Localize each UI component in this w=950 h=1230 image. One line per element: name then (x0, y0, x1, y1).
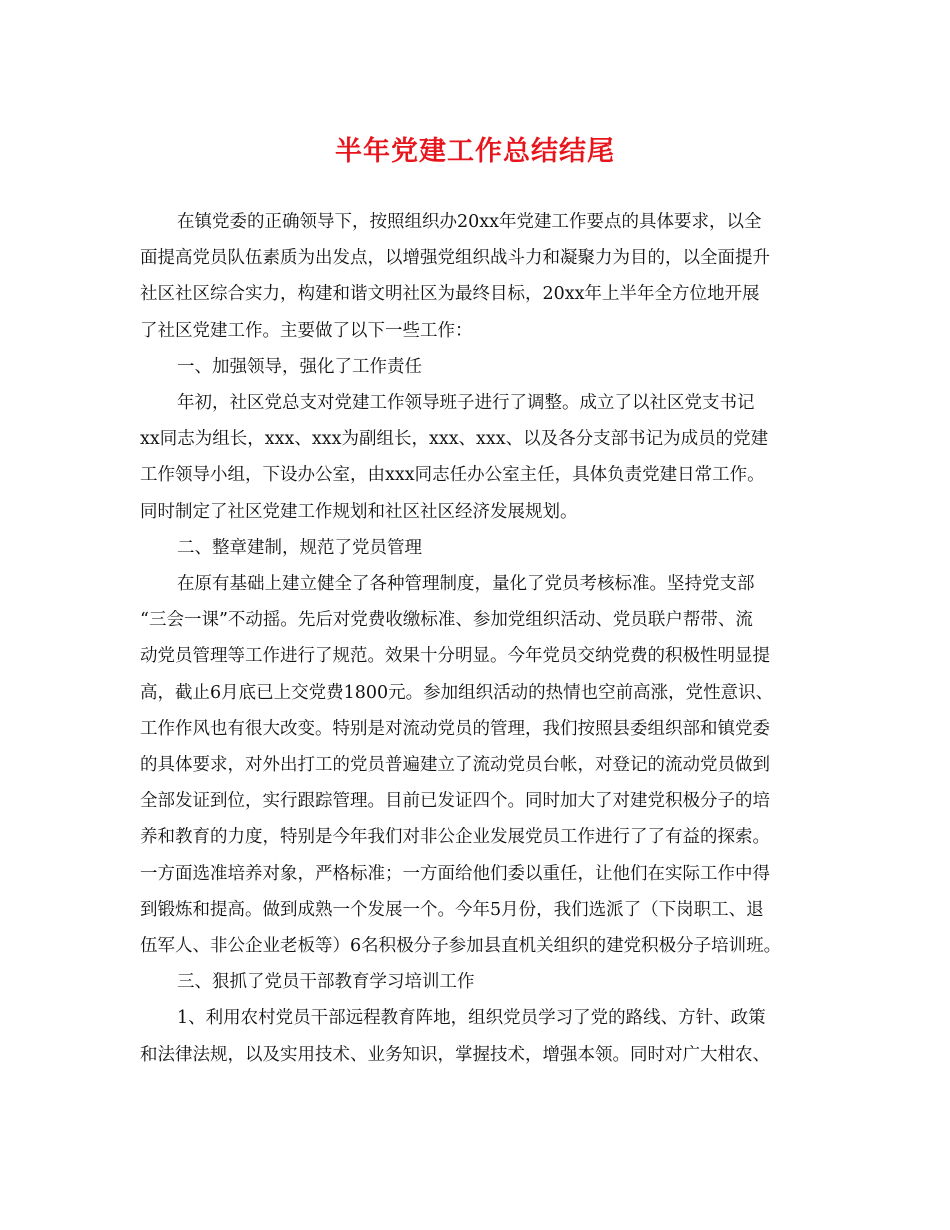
paragraph-line: 的具体要求，对外出打工的党员普遍建立了流动党员台帐，对登记的流动党员做到 (140, 755, 770, 776)
paragraph-line: xx同志为组长，xxx、xxx为副组长，xxx、xxx、以及各分支部书记为成员的党建 (140, 429, 769, 450)
document-title: 半年党建工作总结结尾 (335, 136, 615, 167)
paragraph (140, 566, 820, 964)
paragraph-line: 面提高党员队伍素质为出发点，以增强党组织战斗力和凝聚力为目的，以全面提升 (140, 248, 770, 269)
paragraph (140, 964, 820, 1000)
paragraph-line: 动党员管理等工作进行了规范。效果十分明显。今年党员交纳党费的积极性明显提 (140, 646, 770, 667)
paragraph (140, 349, 820, 385)
paragraph-line: 高，截止6月底已上交党费1800元。参加组织活动的热情也空前高涨，党性意识、 (140, 682, 774, 703)
paragraph-line: 养和教育的力度，特别是今年我们对非公企业发展党员工作进行了了有益的探索。 (140, 827, 770, 848)
paragraph-line: 年初，社区党总支对党建工作领导班子进行了调整。成立了以社区党支书记 (177, 393, 755, 414)
paragraph-line: 在原有基础上建立健全了各种管理制度，量化了党员考核标准。坚持党支部 (177, 574, 755, 595)
paragraph (140, 204, 820, 349)
paragraph-line: 到锻炼和提高。做到成熟一个发展一个。今年5月份，我们选派了（下岗职工、退 (140, 899, 764, 920)
paragraph (140, 530, 820, 566)
document-body (140, 204, 820, 1073)
paragraph-line: 同时制定了社区党建工作规划和社区社区经济发展规划。 (140, 501, 578, 522)
paragraph-line: 一、加强领导，强化了工作责任 (177, 356, 422, 377)
paragraph-line: 在镇党委的正确领导下，按照组织办20xx年党建工作要点的具体要求，以全 (177, 212, 762, 232)
paragraph-line: 伍军人、非公企业老板等）6名积极分子参加县直机关组织的建党积极分子培训班。 (140, 936, 782, 957)
paragraph-line: 社区社区综合实力，构建和谐文明社区为最终目标，20xx年上半年全方位地开展 (140, 284, 760, 305)
paragraph-line: “三会一课”不动摇。先后对党费收缴标准、参加党组织活动、党员联户帮带、流 (140, 610, 753, 631)
paragraph-line: 工作领导小组，下设办公室，由xxx同志任办公室主任，具体负责党建日常工作。 (140, 465, 765, 486)
paragraph-line: 1、利用农村党员干部远程教育阵地，组织党员学习了党的路线、方针、政策 (177, 1008, 766, 1029)
paragraph-line: 二、整章建制，规范了党员管理 (177, 537, 422, 558)
paragraph-line: 一方面选准培养对象，严格标准；一方面给他们委以重任，让他们在实际工作中得 (140, 863, 770, 884)
paragraph-line: 了社区党建工作。主要做了以下一些工作： (140, 320, 473, 341)
paragraph (140, 1000, 820, 1072)
paragraph-line: 和法律法规，以及实用技术、业务知识，掌握技术，增强本领。同时对广大柑农、 (140, 1044, 770, 1065)
paragraph-line: 工作作风也有很大改变。特别是对流动党员的管理，我们按照县委组织部和镇党委 (140, 718, 770, 739)
paragraph-line: 全部发证到位，实行跟踪管理。目前已发证四个。同时加大了对建党积极分子的培 (140, 791, 770, 812)
paragraph (140, 385, 820, 530)
paragraph-line: 三、狠抓了党员干部教育学习培训工作 (177, 972, 475, 993)
